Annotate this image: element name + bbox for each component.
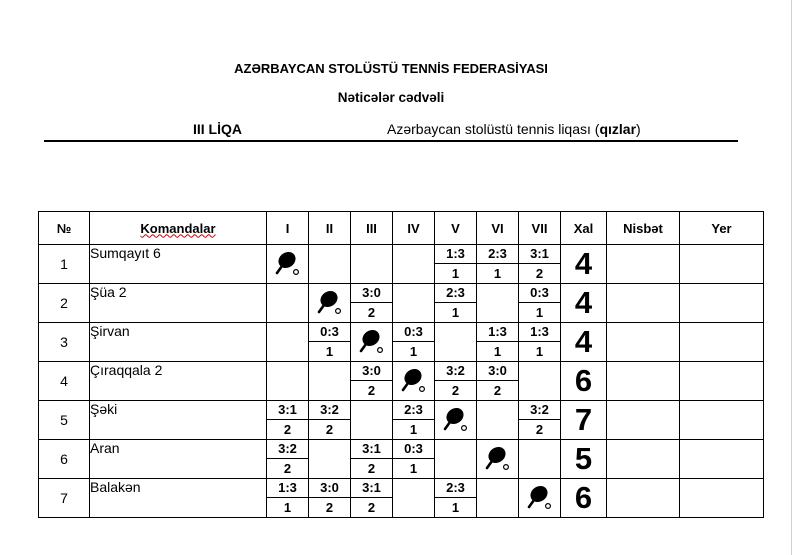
match-score: 0:3 (519, 284, 560, 303)
col-ratio: Nisbət (607, 212, 680, 245)
match-score: 3:0 (351, 284, 392, 303)
match-points: 1 (493, 344, 502, 359)
match-cell (351, 479, 393, 518)
place-cell (680, 284, 764, 323)
diagonal-cell (435, 401, 477, 440)
match-cell-empty (393, 479, 435, 518)
place-cell (680, 479, 764, 518)
header-row (39, 212, 764, 245)
col-teams-label: Komandalar (140, 220, 216, 236)
match-score: 2:3 (435, 479, 476, 498)
match-cell (477, 245, 519, 284)
results-table (38, 211, 764, 518)
total-points: 6 (561, 479, 607, 518)
results-body (39, 245, 764, 518)
league-subtitle (387, 121, 641, 137)
team-name: Şüa 2 (90, 284, 267, 323)
match-points: 1 (283, 500, 292, 515)
match-points: 1 (325, 344, 334, 359)
match-score: 0:3 (393, 323, 434, 342)
ping-pong-paddle-icon (267, 251, 308, 277)
match-score: 1:3 (267, 479, 308, 498)
ratio-cell (607, 245, 680, 284)
match-score: 1:3 (435, 245, 476, 264)
team-name: Çıraqqala 2 (90, 362, 267, 401)
match-cell (351, 440, 393, 479)
ratio-cell (607, 479, 680, 518)
match-cell (309, 323, 351, 362)
ratio-cell (607, 323, 680, 362)
match-score: 3:1 (351, 440, 392, 459)
ratio-cell (607, 284, 680, 323)
match-points: 2 (535, 422, 544, 437)
ping-pong-paddle-icon (309, 290, 350, 316)
match-points: 2 (367, 383, 376, 398)
match-cell (435, 245, 477, 284)
table-row (39, 284, 764, 323)
match-cell (435, 479, 477, 518)
place-cell (680, 401, 764, 440)
place-cell (680, 323, 764, 362)
match-cell-empty (267, 284, 309, 323)
col-round-4: IV (393, 212, 435, 245)
col-place: Yer (680, 212, 764, 245)
match-score: 3:0 (477, 362, 518, 381)
match-cell-empty (393, 245, 435, 284)
match-cell-empty (267, 362, 309, 401)
match-score: 2:3 (393, 401, 434, 420)
match-points: 2 (325, 422, 334, 437)
ratio-cell (607, 362, 680, 401)
match-points: 1 (493, 266, 502, 281)
match-score: 0:3 (393, 440, 434, 459)
table-row (39, 440, 764, 479)
total-points: 6 (561, 362, 607, 401)
match-cell (309, 479, 351, 518)
match-points: 2 (367, 461, 376, 476)
row-number: 6 (39, 440, 90, 479)
match-score: 0:3 (309, 323, 350, 342)
match-cell (351, 284, 393, 323)
match-points: 2 (367, 305, 376, 320)
match-cell (267, 440, 309, 479)
col-round-3: III (351, 212, 393, 245)
match-score: 2:3 (435, 284, 476, 303)
match-points: 2 (451, 383, 460, 398)
diagonal-cell (267, 245, 309, 284)
match-cell-empty (309, 440, 351, 479)
match-cell-empty (477, 479, 519, 518)
table-row (39, 323, 764, 362)
total-points: 5 (561, 440, 607, 479)
match-points: 2 (493, 383, 502, 398)
match-cell-empty (267, 323, 309, 362)
total-points: 4 (561, 245, 607, 284)
row-number: 3 (39, 323, 90, 362)
heading-rule (44, 140, 738, 142)
subtitle-prefix: Azərbaycan stolüstü tennis liqası ( (387, 121, 600, 137)
row-number: 1 (39, 245, 90, 284)
row-number: 5 (39, 401, 90, 440)
match-score: 3:2 (519, 401, 560, 420)
match-points: 1 (409, 344, 418, 359)
team-name: Balakən (90, 479, 267, 518)
place-cell (680, 362, 764, 401)
ping-pong-paddle-icon (351, 329, 392, 355)
match-cell (267, 479, 309, 518)
match-points: 1 (409, 461, 418, 476)
ping-pong-paddle-icon (519, 485, 560, 511)
col-round-6: VI (477, 212, 519, 245)
match-points: 1 (535, 344, 544, 359)
league-label: III LİQA (193, 121, 242, 137)
match-score: 3:1 (267, 401, 308, 420)
match-points: 1 (409, 422, 418, 437)
match-cell (477, 362, 519, 401)
ping-pong-paddle-icon (477, 446, 518, 472)
table-row (39, 245, 764, 284)
ratio-cell (607, 440, 680, 479)
match-cell (519, 401, 561, 440)
subtitle-bold: qızlar (599, 121, 637, 137)
total-points: 7 (561, 401, 607, 440)
place-cell (680, 245, 764, 284)
match-cell (435, 362, 477, 401)
match-cell-empty (435, 323, 477, 362)
col-round-5: V (435, 212, 477, 245)
col-num: № (39, 212, 90, 245)
diagonal-cell (393, 362, 435, 401)
diagonal-cell (351, 323, 393, 362)
ratio-cell (607, 401, 680, 440)
match-points: 1 (535, 305, 544, 320)
place-cell (680, 440, 764, 479)
team-name: Aran (90, 440, 267, 479)
results-title: Nəticələr cədvəli (337, 90, 445, 105)
table-row (39, 479, 764, 518)
ping-pong-paddle-icon (393, 368, 434, 394)
match-score: 3:1 (519, 245, 560, 264)
match-cell (309, 401, 351, 440)
match-points: 2 (367, 500, 376, 515)
match-cell-empty (519, 362, 561, 401)
col-round-1: I (267, 212, 309, 245)
match-points: 1 (451, 500, 460, 515)
match-cell (519, 245, 561, 284)
subtitle-suffix: ) (636, 121, 641, 137)
match-points: 2 (535, 266, 544, 281)
row-number: 2 (39, 284, 90, 323)
match-cell (267, 401, 309, 440)
match-cell-empty (477, 284, 519, 323)
diagonal-cell (309, 284, 351, 323)
total-points: 4 (561, 323, 607, 362)
match-cell (477, 323, 519, 362)
match-points: 2 (283, 461, 292, 476)
match-score: 1:3 (477, 323, 518, 342)
col-round-7: VII (519, 212, 561, 245)
match-cell (519, 323, 561, 362)
diagonal-cell (477, 440, 519, 479)
row-number: 4 (39, 362, 90, 401)
match-points: 1 (451, 305, 460, 320)
match-score: 3:2 (267, 440, 308, 459)
col-points: Xal (561, 212, 607, 245)
team-name: Şəki (90, 401, 267, 440)
match-cell (435, 284, 477, 323)
match-cell-empty (309, 362, 351, 401)
match-cell-empty (393, 284, 435, 323)
match-cell-empty (519, 440, 561, 479)
match-cell-empty (351, 245, 393, 284)
row-number: 7 (39, 479, 90, 518)
table-row (39, 362, 764, 401)
col-teams (90, 212, 267, 245)
match-score: 3:2 (309, 401, 350, 420)
federation-heading: AZƏRBAYCAN STOLÜSTÜ TENNİS FEDERASİYASI (234, 61, 548, 76)
match-cell (393, 440, 435, 479)
match-points: 1 (451, 266, 460, 281)
match-cell-empty (477, 401, 519, 440)
team-name: Şirvan (90, 323, 267, 362)
match-score: 3:0 (351, 362, 392, 381)
table-row (39, 401, 764, 440)
total-points: 4 (561, 284, 607, 323)
match-score: 3:1 (351, 479, 392, 498)
match-points: 2 (325, 500, 334, 515)
match-cell (393, 401, 435, 440)
col-round-2: II (309, 212, 351, 245)
match-score: 1:3 (519, 323, 560, 342)
match-score: 3:2 (435, 362, 476, 381)
team-name: Sumqayıt 6 (90, 245, 267, 284)
match-cell (351, 362, 393, 401)
match-cell-empty (309, 245, 351, 284)
match-score: 3:0 (309, 479, 350, 498)
match-cell (393, 323, 435, 362)
match-score: 2:3 (477, 245, 518, 264)
diagonal-cell (519, 479, 561, 518)
match-cell-empty (351, 401, 393, 440)
match-cell-empty (435, 440, 477, 479)
match-points: 2 (283, 422, 292, 437)
match-cell (519, 284, 561, 323)
ping-pong-paddle-icon (435, 407, 476, 433)
